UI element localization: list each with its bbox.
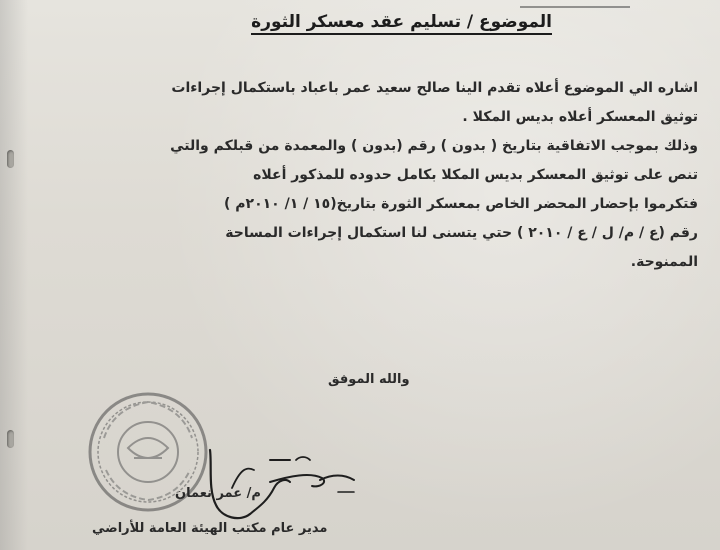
subject-line: الموضوع / تسليم عقد معسكر الثورة: [251, 12, 552, 35]
closing-phrase: والله الموفق: [328, 372, 410, 387]
punch-hole: [7, 430, 14, 448]
body-line: فتكرموا بإحضار المحضر الخاص بمعسكر الثورة بتاريخ(١٥ / ١/ ٢٠١٠م ): [223, 196, 698, 212]
body-line: اشاره الي الموضوع أعلاه تقدم الينا صالح سعيد عمر باعباد باستكمال إجراءات: [171, 80, 698, 96]
body-line: رقم (ع / م/ ل / ع / ٢٠١٠ ) حتي يتسنى لنا استكمال إجراءات المساحة: [225, 225, 698, 241]
body-line: تنص على توثيق المعسكر بديس المكلا بكامل حدوده للمذكور أعلاه: [253, 167, 698, 183]
letter-body: [113, 74, 698, 277]
top-edge-mark: [520, 0, 630, 8]
signer-name: م/ عمر نعمان: [175, 486, 261, 501]
punch-hole: [7, 150, 14, 168]
body-line: الممنوحة.: [630, 254, 698, 270]
signer-title: مدير عام مكتب الهيئة العامة للأراضي: [92, 521, 328, 536]
body-line: وذلك بموجب الاتفاقية بتاريخ ( بدون ) رقم (بدون ) والمعمدة من قبلكم والتي: [170, 138, 698, 154]
body-line: توثيق المعسكر أعلاه بديس المكلا .: [462, 109, 698, 125]
